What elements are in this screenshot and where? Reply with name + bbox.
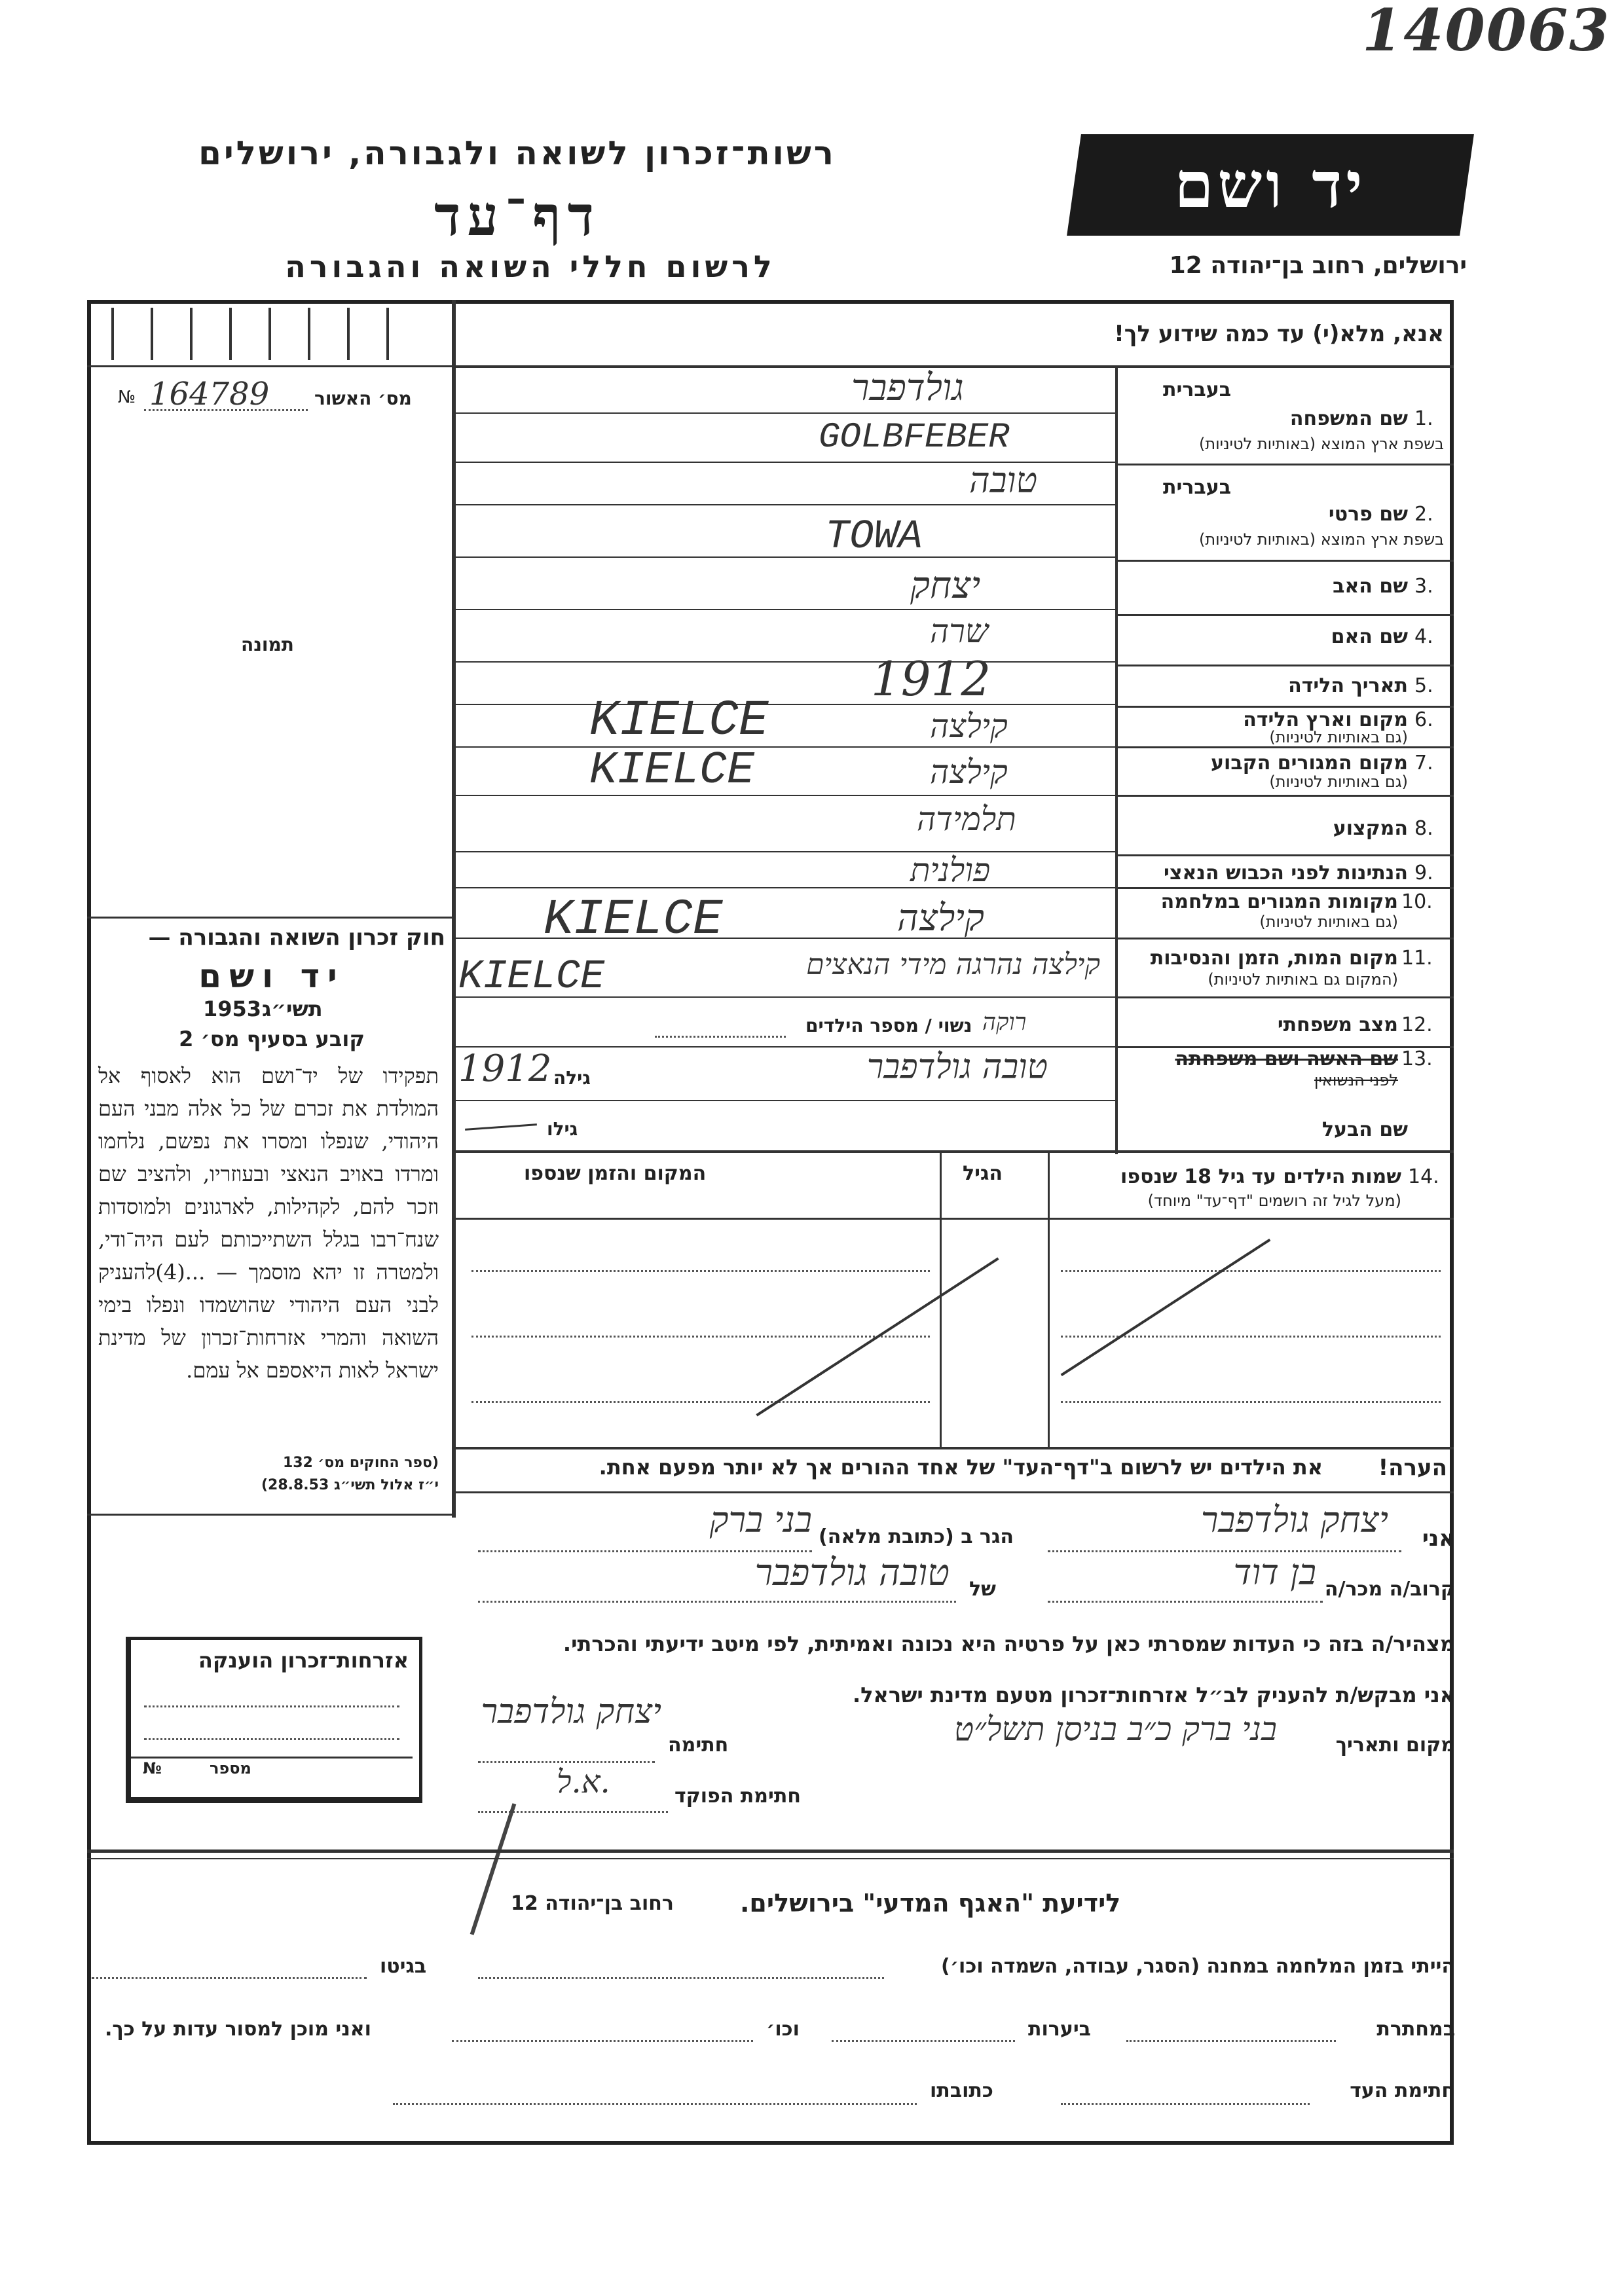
footer-line1-a: הייתי בזמן המלחמה במחנה (הסגר, עבודה, השמדה וכו׳) bbox=[941, 1955, 1455, 1978]
field-7-label: מקום המגורים הקבוע bbox=[1211, 752, 1408, 774]
cert-prefix: № bbox=[143, 1759, 162, 1777]
decl-address[interactable]: בני ברק bbox=[709, 1499, 812, 1540]
children-label: שמות הילדים עד גיל 18 שנספו bbox=[1120, 1165, 1401, 1188]
photo-label: תמונה bbox=[241, 634, 294, 655]
decl-witness-name[interactable]: יצחק גולדפבר bbox=[1200, 1499, 1388, 1540]
field-1-value-hebrew[interactable]: גולדפבר bbox=[851, 367, 964, 409]
field-13-label: שם האשה ושם משפחתה bbox=[1175, 1048, 1398, 1070]
field-13-age-value[interactable]: 1912 bbox=[458, 1048, 552, 1090]
approval-prefix: № bbox=[118, 388, 136, 407]
decl-i-label: אני bbox=[1422, 1525, 1455, 1552]
decl-statement: מצהיר/ה בזה כי העדות שמסרתי כאן על פרטיה היא נכונה ואמיתית, לפי מיטב ידיעתי והכרתי. bbox=[563, 1631, 1455, 1656]
husband-age-label: גילו bbox=[547, 1118, 578, 1140]
intro-text: אנא, מלא(י) עד כמה שידוע לך! bbox=[1114, 321, 1444, 347]
field-12-num: 12. bbox=[1401, 1013, 1433, 1036]
field-4-value[interactable]: שרה bbox=[930, 612, 989, 650]
cert-number-label: מספר bbox=[210, 1759, 251, 1777]
note-label: הערה! bbox=[1378, 1455, 1447, 1481]
field-7-value-latin[interactable]: KIELCE bbox=[589, 745, 755, 797]
memorial-citizenship-box bbox=[126, 1637, 422, 1803]
field-9-num: 9. bbox=[1414, 862, 1433, 884]
footer-title: לידיעת "האגף המדעי" בירושלים. bbox=[740, 1889, 1121, 1918]
field-8-value[interactable]: תלמידה bbox=[917, 800, 1016, 838]
field-13-sub: לפני הנשואין bbox=[1314, 1071, 1398, 1089]
field-9-value[interactable]: פולנית bbox=[910, 851, 991, 889]
field-2-label: שם פרטי bbox=[1328, 503, 1408, 526]
note-text: את הילדים יש לרשום ב"דף־העד" של אחד ההורים אך לא יותר מפעם אחת. bbox=[599, 1455, 1323, 1480]
decl-of-label: של bbox=[969, 1578, 996, 1601]
field-5-num: 5. bbox=[1414, 674, 1433, 697]
decl-place-date-label: מקום ותאריך bbox=[1335, 1734, 1455, 1757]
field-7-value-hebrew[interactable]: קילצה bbox=[930, 753, 1008, 791]
field-3-label: שם האב bbox=[1333, 575, 1408, 598]
yad-vashem-logo bbox=[1067, 134, 1474, 236]
field-7-sub: (גם באותיות לטיניות) bbox=[1269, 773, 1408, 791]
field-11-sub: (המקום גם באותיות לטיניות) bbox=[1208, 970, 1398, 989]
law-title: חוק זכרון השואה והגבורה — bbox=[148, 924, 445, 951]
field-11-label: מקום המות, הזמן והנסיבות bbox=[1150, 947, 1398, 970]
field-11-value-latin[interactable]: KIELCE bbox=[458, 953, 605, 1000]
field-12-label: מצב משפחתי bbox=[1277, 1013, 1398, 1036]
field-9-label: הנתינות לפני הכבוש הנאצי bbox=[1164, 862, 1408, 884]
children-col-place: המקום והזמן שנספו bbox=[524, 1162, 707, 1185]
field-10-sub: (גם באותיות לטיניות) bbox=[1259, 913, 1398, 931]
approval-label: מס׳ האשור bbox=[314, 388, 412, 409]
footer-line2-c: וכו׳ bbox=[766, 2018, 800, 2041]
field-13-value[interactable]: טובה גולדפבר bbox=[866, 1048, 1048, 1087]
decl-signature-label: חתימה bbox=[668, 1734, 729, 1757]
decl-signature[interactable]: יצחק גולדפבר bbox=[481, 1692, 661, 1732]
field-11-num: 11. bbox=[1401, 947, 1433, 970]
law-text: תפקידו של יד־ושם הוא לאסוף אל המולדת את זכרם של כל אלה מבני העם היהודי, שנפלו ומסרו את נפשם, נלחמו ומרדו באויב הנאצי ובעוזריו, ולהציב שם וזכר להם, לקהילות, לארגונים ולמוסדות שנח־רבו בגלל השתייכותם לעם היה־ודי, ולמטרה זו יהא מוסמך — ...(4)להעניק לבני העם היהודי שהושמדו ונפלו בימי השואה והמרי אזרחות־זכרון של מדינת ישראל לאות היאספם אל עמם. bbox=[98, 1063, 439, 1383]
law-clause: קובע בסעיף מס׳ 2 bbox=[179, 1027, 365, 1051]
footer-line2-b: ביערות bbox=[1028, 2018, 1091, 2041]
authority-name: רשות־זכרון לשואה ולגבורה, ירושלים bbox=[198, 134, 836, 172]
field-5-value[interactable]: 1912 bbox=[871, 651, 991, 706]
archive-number: 140063 bbox=[1362, 0, 1611, 64]
field-6-sub: (גם באותיות לטיניות) bbox=[1269, 728, 1408, 746]
children-col-age: הגיל bbox=[963, 1162, 1003, 1185]
field-1-label: שם המשפחה bbox=[1289, 407, 1408, 430]
approval-number[interactable]: 164789 bbox=[149, 376, 270, 412]
field-6-value-latin[interactable]: KIELCE bbox=[589, 693, 769, 749]
decl-residing-label: הגר ב (כתובת מלאה) bbox=[819, 1525, 1014, 1548]
field-10-label: מקומות המגורים במלחמה bbox=[1160, 890, 1398, 913]
husband-label: שם הבעל bbox=[1321, 1118, 1408, 1141]
header-address: ירושלים, רחוב בן־יהודה 12 bbox=[1169, 252, 1467, 279]
decl-officer-label: חתימת הפוקד bbox=[674, 1785, 801, 1808]
law-reference: (ספר החוקים מס׳ 132 bbox=[282, 1455, 439, 1471]
field-2-hebrew-tag: בעברית bbox=[1163, 476, 1231, 499]
field-2-num: 2. bbox=[1414, 503, 1433, 526]
decl-request: אני מבקש/ת להעניק לב״ל אזרחות־זכרון מטעם מדינת ישראל. bbox=[853, 1683, 1455, 1707]
field-8-label: המקצוע bbox=[1333, 817, 1408, 840]
field-13-age-label: גילה bbox=[553, 1067, 591, 1089]
law-heb-year: תשי״ג bbox=[262, 996, 323, 1021]
footer-line2-a: במחתרת bbox=[1376, 2018, 1455, 2041]
footer-line3-b: כתובתו bbox=[930, 2079, 993, 2102]
field-2-value-hebrew[interactable]: טובה bbox=[969, 460, 1038, 501]
footer-line1-b: בגיטו bbox=[380, 1955, 427, 1978]
field-6-num: 6. bbox=[1414, 708, 1433, 731]
decl-of-name[interactable]: טובה גולדפבר bbox=[754, 1552, 950, 1594]
footer-line3-a: חתימת העד bbox=[1350, 2079, 1455, 2102]
field-12-extra: נשוי / מספר הילדים bbox=[805, 1015, 972, 1036]
field-1-num: 1. bbox=[1414, 407, 1433, 430]
decl-officer-signature[interactable]: א.ל. bbox=[557, 1764, 610, 1800]
approval-tick-boxes bbox=[98, 308, 439, 360]
field-3-value[interactable]: יצחק bbox=[910, 564, 981, 607]
field-12-value[interactable]: רוקה bbox=[982, 1009, 1027, 1036]
field-8-num: 8. bbox=[1414, 817, 1433, 840]
field-1-sub: בשפת ארץ המוצא (באותיות לטיניות) bbox=[1199, 435, 1444, 453]
law-reference-date: י״ז אלול תשי״ג 28.8.53) bbox=[261, 1477, 439, 1493]
decl-relation[interactable]: בן דוד bbox=[1233, 1552, 1316, 1593]
children-sub: (מעל לגיל זה רושמים "דף־עד" מיוחד) bbox=[1147, 1192, 1401, 1210]
field-1-value-latin[interactable]: GOLBFEBER bbox=[819, 418, 1010, 458]
field-10-value-latin[interactable]: KIELCE bbox=[544, 892, 723, 948]
decl-place-date[interactable]: בני ברק כ״ב בניסן תשל״ט bbox=[953, 1710, 1277, 1748]
field-4-label: שם האם bbox=[1331, 625, 1408, 648]
field-7-num: 7. bbox=[1414, 752, 1433, 774]
field-2-value-latin[interactable]: TOWA bbox=[825, 513, 923, 560]
field-10-value-hebrew[interactable]: קילצה bbox=[897, 897, 984, 939]
field-11-value-hebrew[interactable]: קילצה נהרגה מידי הנאצים bbox=[806, 948, 1100, 981]
field-4-num: 4. bbox=[1414, 625, 1433, 648]
footer-line2-d: ואני מוכן למסור עדות על כך. bbox=[105, 2018, 371, 2041]
field-2-sub: בשפת ארץ המוצא (באותיות לטיניות) bbox=[1199, 530, 1444, 549]
field-6-label: מקום וארץ הלידה bbox=[1243, 708, 1408, 731]
field-1-hebrew-tag: בעברית bbox=[1163, 378, 1231, 401]
cert-title: אזרחות־זכרון הוענקה bbox=[198, 1648, 409, 1673]
field-6-value-hebrew[interactable]: קילצה bbox=[930, 707, 1008, 745]
field-5-label: תאריך הלידה bbox=[1288, 674, 1408, 697]
law-year: 1953 bbox=[203, 996, 262, 1021]
decl-relative-label: קרוב/ה מכר/ה bbox=[1324, 1578, 1455, 1601]
field-10-num: 10. bbox=[1401, 890, 1433, 913]
field-13-num: 13. bbox=[1401, 1048, 1433, 1070]
form-title: דף־עד bbox=[434, 183, 600, 248]
form-subtitle: לרשום חללי השואה והגבורה bbox=[285, 249, 776, 284]
children-num: 14. bbox=[1408, 1165, 1439, 1188]
law-logo: יד ושם bbox=[198, 957, 345, 995]
footer-address: רחוב בן־יהודה 12 bbox=[511, 1892, 674, 1915]
field-3-num: 3. bbox=[1414, 575, 1433, 598]
logo-text: יד ושם bbox=[1174, 148, 1367, 222]
